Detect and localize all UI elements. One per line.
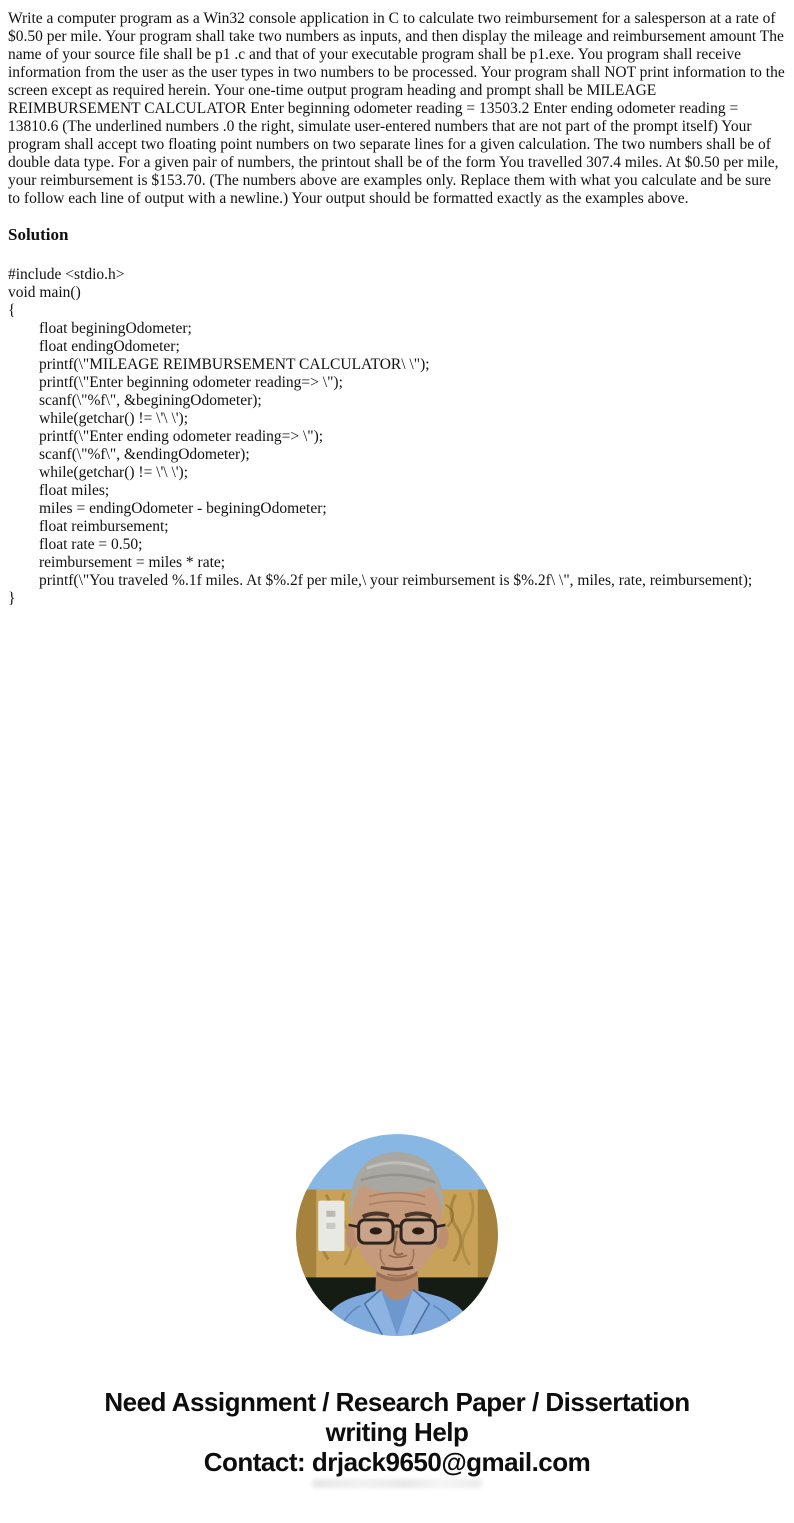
promo-text-block [8, 1387, 786, 1477]
portrait-photo-graphic [296, 1134, 498, 1336]
code-line: scanf(\"%f\", &beginingOdometer); [8, 392, 262, 409]
code-line: void main() [8, 284, 81, 301]
instructor-avatar [296, 1134, 498, 1336]
code-line: #include <stdio.h> [8, 266, 125, 283]
promo-contact-email: Contact: drjack9650@gmail.com [203, 1447, 591, 1477]
code-line: printf(\"Enter ending odometer reading=> \"); [8, 428, 324, 445]
code-line: float endingOdometer; [8, 338, 180, 355]
code-line: { [8, 302, 16, 319]
promo-line-2: writing Help [325, 1417, 469, 1447]
code-line: float reimbursement; [8, 518, 169, 535]
faint-text-artifact [312, 1479, 482, 1488]
promo-line-1: Need Assignment / Research Paper / Dissertation [104, 1387, 690, 1417]
code-line: printf(\"You traveled %.1f miles. At $%.2f per mile,\ your reimbursement is $%.2f\ \", miles, rate, reimbursement); [8, 572, 753, 589]
code-line: } [8, 590, 16, 607]
solution-code [8, 266, 786, 608]
code-line: float rate = 0.50; [8, 536, 143, 553]
code-line: reimbursement = miles * rate; [8, 554, 226, 571]
code-line: printf(\"MILEAGE REIMBURSEMENT CALCULATOR\ \"); [8, 356, 430, 373]
code-line: printf(\"Enter beginning odometer reading=> \"); [8, 374, 343, 391]
footer [8, 1134, 786, 1488]
solution-heading: Solution [8, 225, 69, 244]
code-line: while(getchar() != \'\ \'); [8, 464, 189, 481]
code-line: float miles; [8, 482, 110, 499]
code-line: scanf(\"%f\", &endingOdometer); [8, 446, 250, 463]
code-line: miles = endingOdometer - beginingOdometer; [8, 500, 327, 517]
problem-statement: Write a computer program as a Win32 console application in C to calculate two reimbursement for a salesperson at a rate of $0.50 per mile. Your program shall take two numbers as inputs, and then display the mileage and reimbursement amount The name of your source file shall be p1 .c and that of your executable program shall be p1.exe. You program shall receive information from the user as the user types in two numbers to be processed. Your program shall NOT print information to the screen except as required herein. Your one-time output program heading and prompt shall be MILEAGE REIMBURSEMENT CALCULATOR Enter beginning odometer reading = 13503.2 Enter ending odometer reading = 13810.6 (The underlined numbers .0 the right, simulate user-entered numbers that are not part of the prompt itself) Your program shall accept two floating point numbers on two separate lines for a given calculation. The two numbers shall be of double data type. For a given pair of numbers, the printout shall be of the form You travelled 307.4 miles. At $0.50 per mile, your reimbursement is $153.70. (The numbers above are examples only. Replace them with what you calculate and be sure to follow each line of output with a newline.) Your output should be formatted exactly as the examples above. [8, 10, 785, 207]
code-line: while(getchar() != \'\ \'); [8, 410, 189, 427]
code-line: float beginingOdometer; [8, 320, 192, 337]
